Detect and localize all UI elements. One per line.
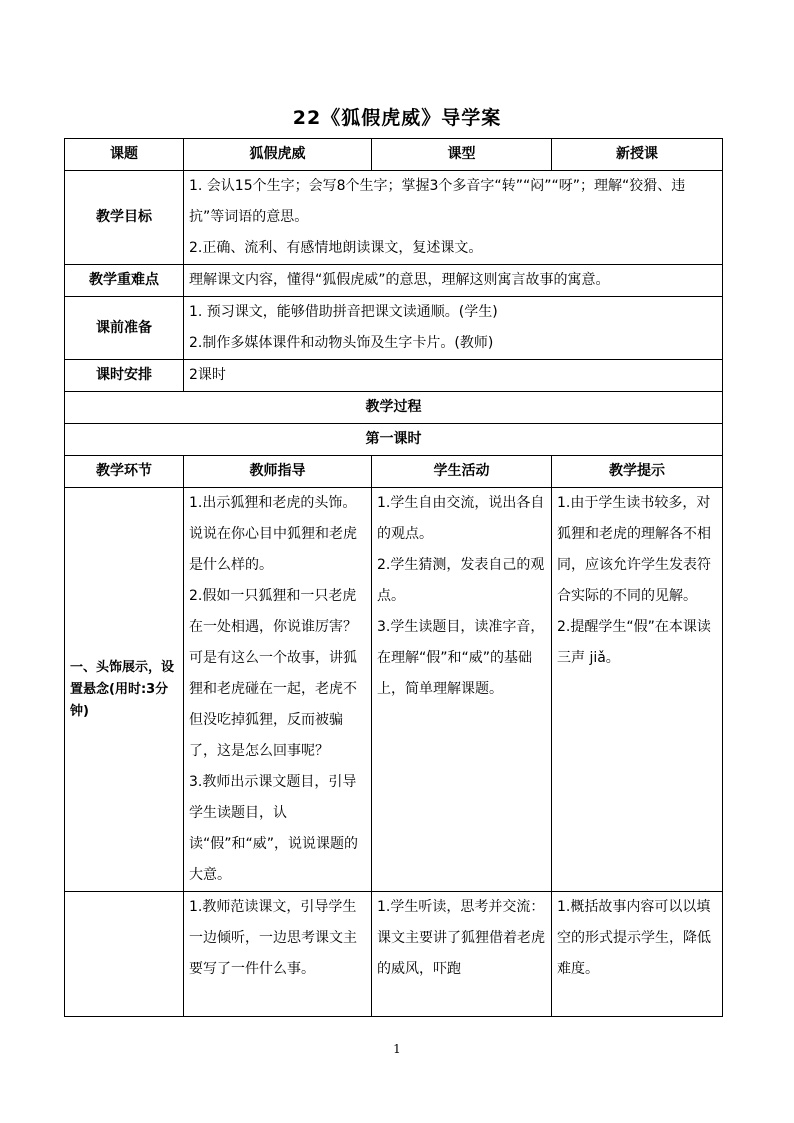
prep-line-2: 2.制作多媒体课件和动物头饰及生字卡片。(教师) <box>189 335 494 351</box>
process-heading: 教学过程 <box>65 392 723 424</box>
col-teacher-header: 教师指导 <box>184 456 372 488</box>
topic-label: 课题 <box>65 139 184 171</box>
teacher-cell <box>184 892 372 1017</box>
difficulty-value: 理解课文内容，懂得“狐假虎威”的意思，理解这则寓言故事的寓意。 <box>184 265 723 297</box>
teacher-step: 3.教师出示课文题目，引导学生读题目，认读“假”和“威”，说说课题的大意。 <box>189 774 359 883</box>
goals-line-1: 1. 会认15个生字；会写8个生字；掌握3个多音字“转”“闷”“呀”；理解“狡猾、违抗”等词语的意思。 <box>189 178 686 225</box>
lesson-heading-row <box>65 424 723 456</box>
stage-cell: 一、头饰展示，设置悬念(用时:3分钟) <box>65 488 184 892</box>
goals-row <box>65 171 723 265</box>
student-step: 2.学生猜测，发表自己的观点。 <box>377 557 545 604</box>
student-step: 1.学生自由交流，说出各自的观点。 <box>377 495 545 542</box>
tip-item: 1.概括故事内容可以以填空的形式提示学生，降低难度。 <box>557 899 711 977</box>
tips-cell <box>552 488 723 892</box>
teacher-step: 2.假如一只狐狸和一只老虎在一处相遇，你说谁厉害？可是有这么一个故事，讲狐狸和老虎碰在一起，老虎不但没吃掉狐狸，反而被骗了，这是怎么回事呢？ <box>189 588 357 759</box>
page-number: 1 <box>393 1042 401 1056</box>
stage-cell <box>65 892 184 1017</box>
prep-row <box>65 297 723 360</box>
student-step: 1.学生听读，思考并交流：课文主要讲了狐狸借着老虎的威风，吓跑 <box>377 899 545 977</box>
column-header-row <box>65 456 723 488</box>
table-row <box>65 892 723 1017</box>
page-title: 22《狐假虎威》导学案 <box>292 107 502 129</box>
prep-label: 课前准备 <box>65 297 184 360</box>
goals-cell <box>184 171 723 265</box>
tip-item: 1.由于学生读书较多，对狐狸和老虎的理解各不相同，应该允许学生发表符合实际的不同的见解。 <box>557 495 711 604</box>
difficulty-label: 教学重难点 <box>65 265 184 297</box>
type-label: 课型 <box>372 139 552 171</box>
lesson-heading: 第一课时 <box>65 424 723 456</box>
col-student-header: 学生活动 <box>372 456 552 488</box>
col-tips-header: 教学提示 <box>552 456 723 488</box>
student-cell <box>372 488 552 892</box>
table-row <box>65 488 723 892</box>
schedule-row <box>65 360 723 392</box>
type-value: 新授课 <box>552 139 723 171</box>
col-stage-header: 教学环节 <box>65 456 184 488</box>
tip-item: 2.提醒学生“假”在本课读三声 jiǎ。 <box>557 619 711 666</box>
teacher-cell <box>184 488 372 892</box>
schedule-value: 2课时 <box>184 360 723 392</box>
teacher-step: 1.出示狐狸和老虎的头饰。说说在你心目中狐狸和老虎是什么样的。 <box>189 495 357 573</box>
prep-line-1: 1. 预习课文，能够借助拼音把课文读通顺。(学生) <box>189 304 498 320</box>
teacher-step: 1.教师范读课文，引导学生一边倾听，一边思考课文主要写了一件什么事。 <box>189 899 357 977</box>
lesson-plan-table <box>64 138 723 1017</box>
goals-label: 教学目标 <box>65 171 184 265</box>
prep-cell <box>184 297 723 360</box>
schedule-label: 课时安排 <box>65 360 184 392</box>
student-step: 3.学生读题目，读准字音，在理解“假”和“威”的基础上，简单理解课题。 <box>377 619 545 697</box>
process-heading-row <box>65 392 723 424</box>
topic-value: 狐假虎威 <box>184 139 372 171</box>
student-cell <box>372 892 552 1017</box>
topic-row <box>65 139 723 171</box>
difficulty-row <box>65 265 723 297</box>
goals-line-2: 2.正确、流利、有感情地朗读课文，复述课文。 <box>189 240 483 256</box>
tips-cell <box>552 892 723 1017</box>
